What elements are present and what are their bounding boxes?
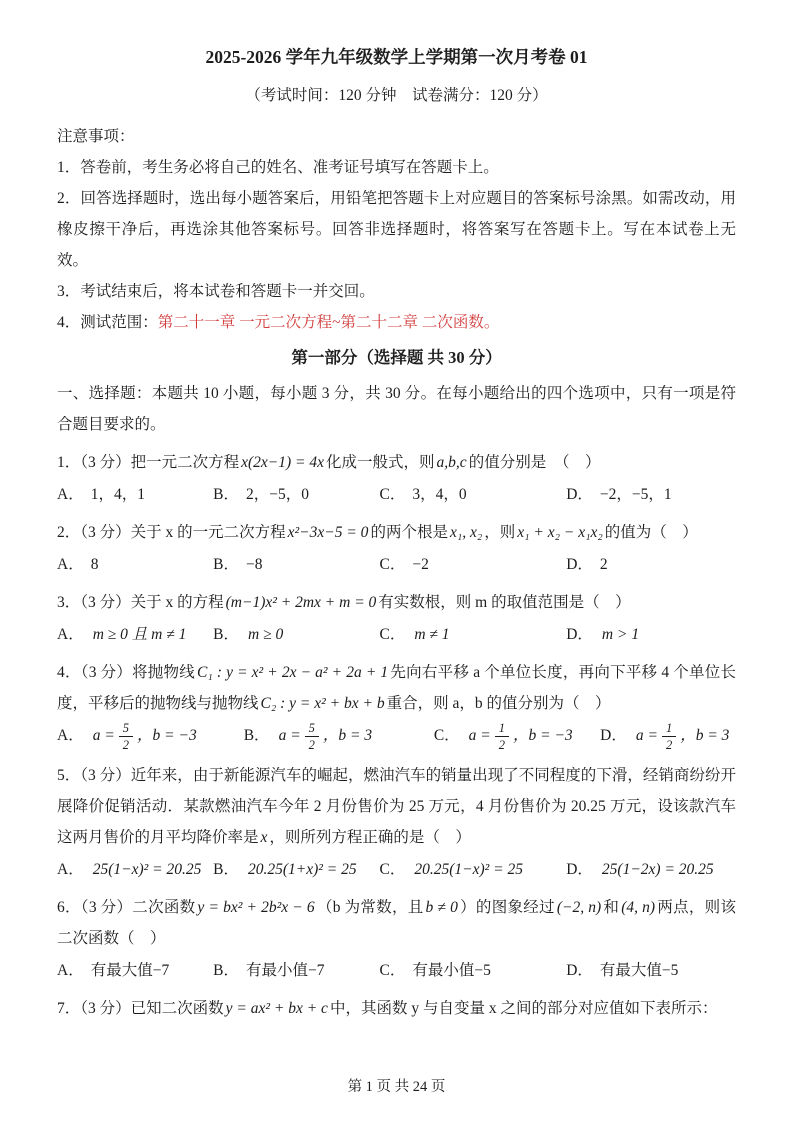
option-value-pre: a =: [278, 727, 301, 745]
option-value: 20.25(1−x)² = 25: [414, 861, 523, 879]
option-label: A．: [57, 555, 84, 573]
option-value: 有最小值−5: [412, 962, 491, 980]
option-label: D．: [600, 727, 627, 745]
option-label: D．: [566, 962, 593, 980]
option-value: 有最大值−5: [599, 962, 679, 980]
fraction-denominator: 2: [305, 736, 319, 753]
page-number: 第 1 页 共 24 页: [347, 1079, 446, 1095]
option-value: −8: [246, 555, 263, 573]
option-label: C．: [379, 485, 406, 503]
q5-text: 5．（3 分）近年来，由于新能源汽车的崛起，燃油汽车的销量出现了不同程度的下滑，经销商纷纷开展降价促销活动．某款燃油汽车今年 2 月份售价为 25 万元，4 月份售价为 20.25 万元，设该款汽车这两月售价的月平均降价率是: [57, 767, 736, 847]
option-value-pre: a =: [92, 727, 115, 745]
q4-parabola-c2: C₂ : y = x² + bx + b: [260, 694, 385, 712]
exam-time-score-line: （考试时间：120 分钟 试卷满分：120 分）: [245, 87, 548, 105]
option-label: D．: [566, 861, 593, 879]
option-value: m ≥ 0: [248, 625, 284, 643]
question-3-options: [57, 619, 736, 650]
q7-text: 7．（3 分）已知二次函数: [57, 1000, 224, 1018]
option-label: C．: [379, 555, 406, 573]
q1-text: 化成一般式，则: [326, 453, 435, 471]
q4-parabola-c1: C₁ : y = x² + 2x − a² + 2a + 1: [196, 663, 389, 681]
option-value: 8: [90, 555, 99, 573]
option-value: −2: [412, 555, 429, 573]
fraction-numerator: 5: [122, 720, 130, 735]
option-b: [213, 854, 379, 885]
question-6-stem: [57, 892, 736, 954]
fraction: [495, 720, 509, 754]
option-d: [566, 854, 736, 885]
option-d: [566, 955, 736, 986]
option-label: C．: [379, 962, 406, 980]
q2-text: 的两个根是: [370, 523, 448, 541]
q5-variable: x: [260, 829, 268, 847]
option-value: 有最大值−7: [90, 962, 170, 980]
option-label: B．: [243, 727, 270, 745]
option-value: 有最小值−7: [246, 962, 325, 980]
option-c: [380, 854, 567, 885]
option-b: [244, 720, 434, 754]
q3-text: 有实数根，则 m 的取值范围是（ ）: [378, 593, 631, 611]
option-label: B．: [213, 625, 239, 643]
option-b: [213, 619, 379, 650]
option-d: [566, 619, 736, 650]
option-c: [380, 479, 567, 510]
question-1-stem: [57, 447, 736, 478]
fraction: [662, 720, 676, 754]
q4-text: 先向右平移 a 个单位长度，再向下平移 4 个单位长度，平移后的抛物线与抛物线: [57, 663, 736, 712]
test-scope-text: 第二十一章 一元二次方程~第二十二章 二次函数。: [157, 314, 500, 332]
notice-item-4: [57, 307, 736, 338]
option-a: [57, 720, 244, 754]
option-a: [57, 854, 213, 885]
option-value-post: ，b = −3: [513, 727, 573, 745]
option-value-post: ，b = −3: [137, 727, 197, 745]
q6-text: 6．（3 分）二次函数: [57, 899, 196, 917]
option-d: [566, 479, 736, 510]
fraction: [305, 720, 319, 754]
fraction-denominator: 2: [662, 736, 676, 753]
question-5-options: [57, 854, 736, 885]
option-label: D．: [566, 485, 593, 503]
option-b: [213, 955, 379, 986]
q1-text: 1．（3 分）把一元二次方程: [57, 453, 240, 471]
option-value: −2，−5，1: [599, 485, 672, 503]
section1-heading: 第一部分（选择题 共 30 分）: [291, 348, 502, 368]
q2-equation: x²−3x−5 = 0: [287, 523, 369, 541]
option-label: A．: [57, 625, 84, 643]
option-label: D．: [566, 555, 593, 573]
q4-text: 重合，则 a，b 的值分别为（ ）: [386, 694, 611, 712]
q1-text: 的值分别是 （ ）: [468, 453, 601, 471]
q1-equation: x(2x−1) = 4x: [241, 453, 325, 471]
fraction: [119, 720, 133, 754]
option-value: 1，4，1: [90, 485, 145, 503]
option-d: [566, 549, 736, 580]
q2-text: ，则: [484, 523, 516, 541]
option-d: [600, 720, 736, 754]
q6-point-1: (−2, n): [556, 899, 602, 917]
fraction-numerator: 5: [308, 720, 315, 735]
q2-text: 2．（3 分）关于 x 的一元二次方程: [57, 523, 286, 541]
q1-variables: a,b,c: [436, 453, 467, 471]
q6-text: 和: [603, 899, 620, 917]
fraction-numerator: 1: [665, 720, 673, 735]
option-label: D．: [566, 625, 593, 643]
question-2-options: [57, 549, 736, 580]
option-value-post: ，b = 3: [322, 727, 373, 745]
option-label: B．: [213, 555, 239, 573]
q6-condition: b ≠ 0: [425, 899, 458, 917]
option-value-pre: a =: [468, 727, 491, 745]
option-value: 3，4，0: [412, 485, 467, 503]
q3-equation: (m−1)x² + 2mx + m = 0: [225, 593, 377, 611]
q6-text: ）的图象经过: [459, 899, 555, 917]
q7-function: y = ax² + bx + c: [225, 1000, 328, 1018]
option-label: A．: [57, 962, 84, 980]
question-7-stem: [57, 993, 736, 1024]
option-value-pre: a =: [635, 727, 658, 745]
question-6-options: [57, 955, 736, 986]
option-c: [380, 955, 567, 986]
page-title: 2025-2026 学年九年级数学上学期第一次月考卷 01: [205, 47, 588, 67]
option-c: [434, 720, 600, 754]
q2-roots: x₁, x₂: [449, 523, 483, 541]
section1-intro: 一、选择题：本题共 10 小题，每小题 3 分，共 30 分。在每小题给出的四个选项中，只有一项是符合题目要求的。: [57, 384, 736, 433]
question-3-stem: [57, 587, 736, 618]
notice-item-1: 1．答卷前，考生务必将自己的姓名、准考证号填写在答题卡上。: [57, 159, 499, 177]
option-value: 25(1−2x) = 20.25: [601, 861, 714, 879]
option-a: [57, 479, 213, 510]
option-label: A．: [57, 861, 84, 879]
q2-text: 的值为（ ）: [604, 523, 698, 541]
q6-text: 两点，则该二次函数（ ）: [57, 899, 736, 948]
option-b: [213, 549, 379, 580]
option-value: 2，−5，0: [246, 485, 309, 503]
q6-function: y = bx² + 2b²x − 6: [197, 899, 315, 917]
option-label: C．: [379, 625, 406, 643]
question-2-stem: [57, 517, 736, 548]
option-label: B．: [213, 962, 239, 980]
option-value: 20.25(1+x)² = 25: [248, 861, 357, 879]
option-label: A．: [57, 485, 84, 503]
option-value: m ≥ 0 且 m ≠ 1: [92, 625, 187, 643]
fraction-numerator: 1: [498, 720, 506, 735]
q6-point-2: (4, n): [621, 899, 656, 917]
fraction-denominator: 2: [495, 736, 509, 753]
option-c: [380, 549, 567, 580]
option-c: [380, 619, 567, 650]
option-value-post: ，b = 3: [680, 727, 730, 745]
q2-expression: x₁ + x₂ − x₁x₂: [517, 523, 603, 541]
option-label: B．: [213, 485, 239, 503]
option-b: [213, 479, 379, 510]
option-a: [57, 619, 213, 650]
question-5-stem: [57, 760, 736, 853]
option-label: B．: [213, 861, 239, 879]
q7-text: 中，其函数 y 与自变量 x 之间的部分对应值如下表所示：: [329, 1000, 718, 1018]
q6-text: （b 为常数，且: [316, 899, 424, 917]
option-label: C．: [433, 727, 460, 745]
option-value: m > 1: [601, 625, 640, 643]
fraction-denominator: 2: [119, 736, 133, 753]
option-value: 2: [599, 555, 608, 573]
option-a: [57, 955, 213, 986]
question-1-options: [57, 479, 736, 510]
notice-heading: 注意事项：: [57, 128, 135, 146]
notice-item-4-label: 4．测试范围：: [57, 314, 158, 332]
option-value: m ≠ 1: [414, 625, 450, 643]
question-4-options: [57, 720, 736, 754]
q3-text: 3．（3 分）关于 x 的方程: [57, 593, 224, 611]
option-label: C．: [379, 861, 406, 879]
q4-text: 4．（3 分）将抛物线: [57, 663, 195, 681]
option-value: 25(1−x)² = 20.25: [92, 861, 202, 879]
notice-item-3: 3．考试结束后，将本试卷和答题卡一并交回。: [57, 283, 375, 301]
option-label: A．: [57, 727, 84, 745]
notice-item-2: 2．回答选择题时，选出每小题答案后，用铅笔把答题卡上对应题目的答案标号涂黑。如需改动，用橡皮擦干净后，再选涂其他答案标号。回答非选择题时，将答案写在答题卡上。写在本试卷上无效。: [57, 190, 736, 270]
q5-text: ，则所列方程正确的是（ ）: [269, 829, 471, 847]
option-a: [57, 549, 213, 580]
question-4-stem: [57, 657, 736, 719]
